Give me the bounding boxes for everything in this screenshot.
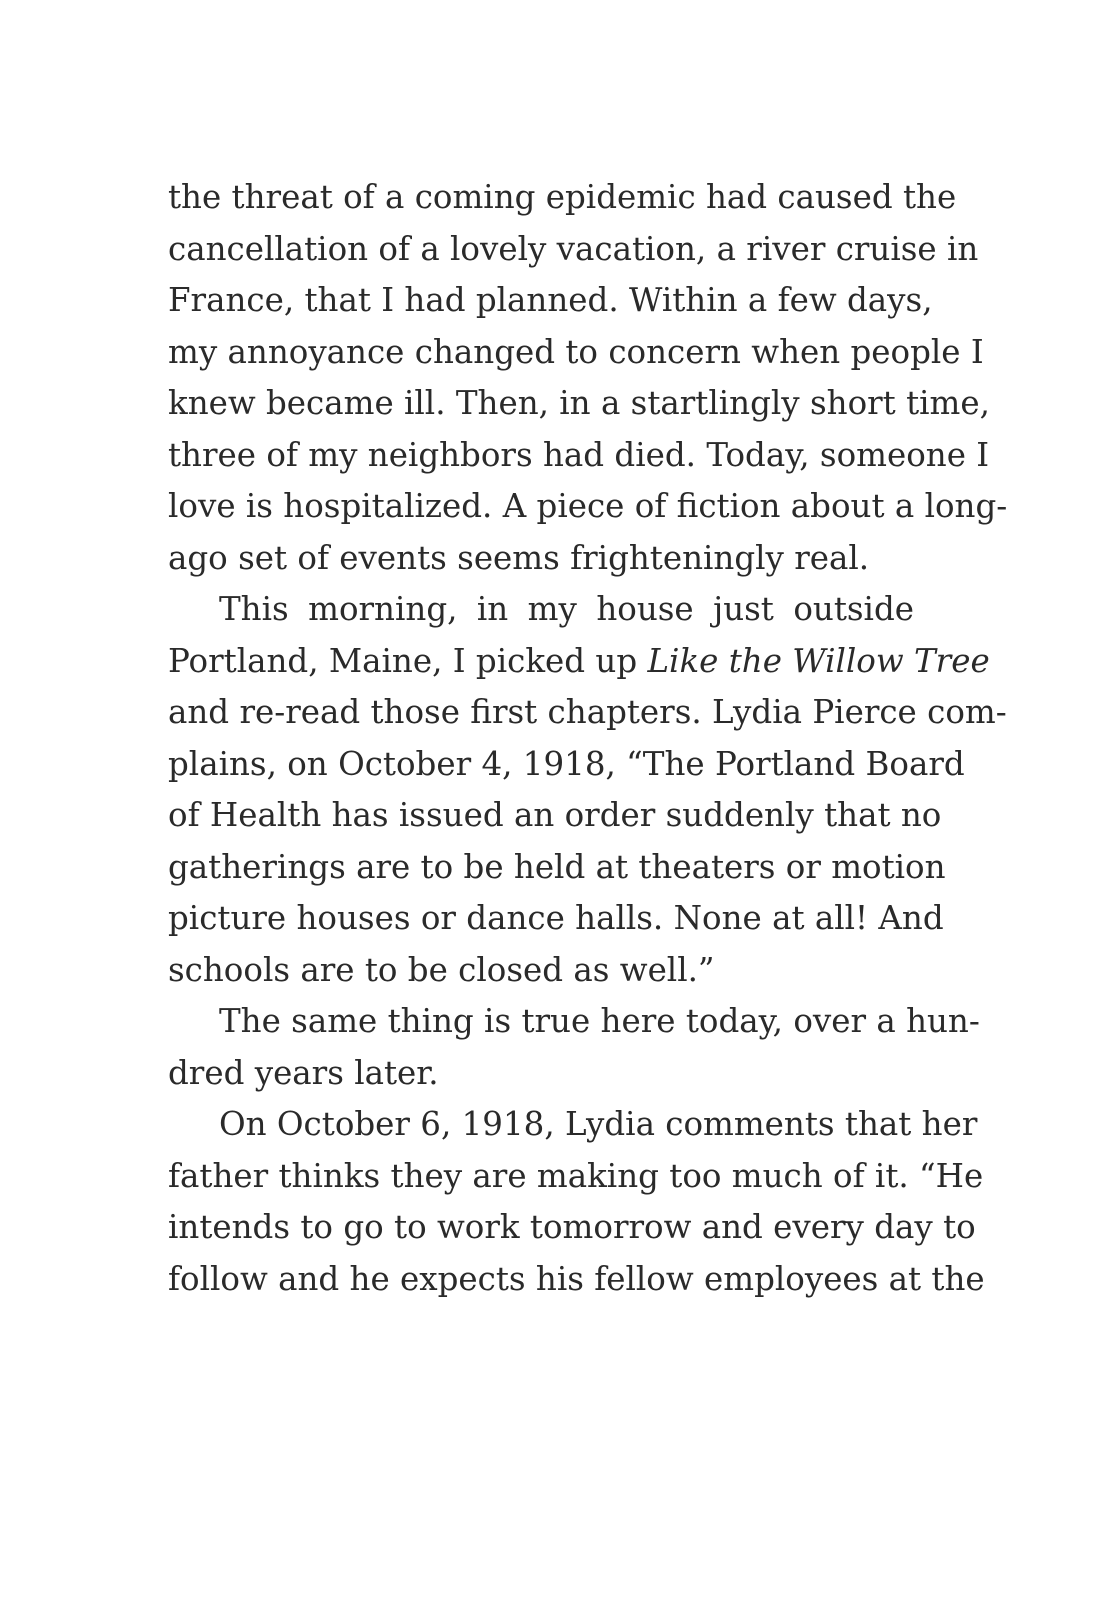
text-run: Portland, Maine, I picked up [168, 641, 648, 680]
text-line: follow and he expects his fellow employees at the [168, 1259, 985, 1298]
paragraph-1 [168, 172, 1008, 584]
text-line: the threat of a coming epidemic had caused the [168, 178, 957, 216]
text-line: three of my neighbors had died. Today, someone I [168, 435, 990, 474]
text-line [168, 636, 990, 688]
text-line: picture houses or dance halls. None at all! And [168, 899, 944, 937]
text-line: France, that I had planned. Within a few days, [168, 281, 933, 319]
book-title: Like the Willow Tree [647, 641, 990, 680]
paragraph-4 [168, 1099, 985, 1305]
text-line: ago set of events seems frighteningly real. [168, 538, 870, 577]
paragraph-3 [168, 996, 980, 1099]
text-line: father thinks they are making too much of it. “He [168, 1156, 984, 1195]
text-line: schools are to be closed as well.” [168, 950, 715, 989]
text-line: cancellation of a lovely vacation, a river cruise in [168, 229, 979, 268]
text-line: This morning, in my house just outside [219, 590, 914, 628]
paragraph-2 [168, 584, 1007, 996]
text-line: gatherings are to be held at theaters or motion [168, 847, 946, 886]
text-line: The same thing is true here today, over a hun- [219, 1002, 980, 1040]
text-line: of Health has issued an order suddenly that no [168, 796, 942, 834]
text-line: intends to go to work tomorrow and every day to [168, 1208, 976, 1246]
text-line: On October 6, 1918, Lydia comments that her [219, 1105, 978, 1143]
text-line: and re-read those first chapters. Lydia Pierce com- [168, 693, 1007, 731]
text-line: knew became ill. Then, in a startlingly short time, [168, 384, 990, 422]
text-line: dred years later. [168, 1053, 439, 1092]
text-line: love is hospitalized. A piece of fiction about a long- [168, 487, 1008, 525]
text-line: my annoyance changed to concern when people I [168, 332, 984, 371]
body-text [168, 172, 1008, 1305]
text-line: plains, on October 4, 1918, “The Portland Board [168, 744, 965, 783]
